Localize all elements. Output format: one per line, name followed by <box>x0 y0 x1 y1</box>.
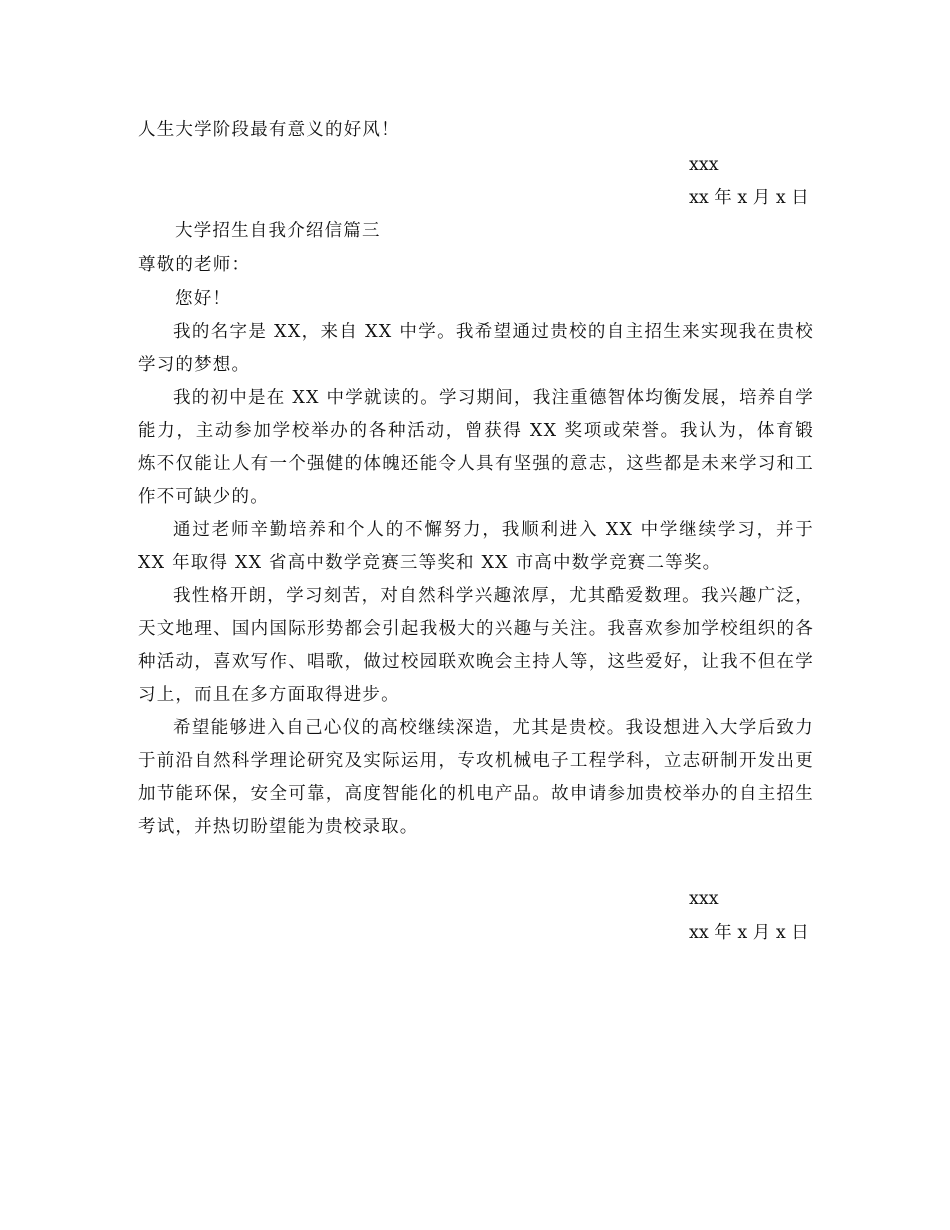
signature-name-1: xxx <box>689 155 719 175</box>
continuation-line: 人生大学阶段最有意义的好风！ <box>138 120 400 140</box>
signature-name-2: xxx <box>689 889 719 909</box>
section-title: 大学招生自我介绍信篇三 <box>175 221 381 241</box>
body-paragraph: 希望能够进入自己心仪的高校继续深造，尤其是贵校。我设想进入大学后致力于前沿自然科学理论研究及实际运用，专攻机械电子工程学科，立志研制开发出更加节能环保，安全可靠，高度智能化的机电产品。故申请参加贵校举办的自主招生考试，并热切盼望能为贵校录取。 <box>138 718 814 837</box>
body-paragraph: 通过老师辛勤培养和个人的不懈努力，我顺利进入 XX 中学继续学习，并于 XX 年取得 XX 省高中数学竞赛三等奖和 XX 市高中数学竞赛二等奖。 <box>138 520 814 573</box>
signature-date-2: xx 年 x 月 x 日 <box>689 923 809 943</box>
letter-body <box>138 316 814 844</box>
signature-date-1: xx 年 x 月 x 日 <box>689 188 809 208</box>
body-paragraph: 我的名字是 XX，来自 XX 中学。我希望通过贵校的自主招生来实现我在贵校学习的梦想。 <box>138 322 814 375</box>
greeting: 您好！ <box>175 289 232 309</box>
body-paragraph: 我性格开朗，学习刻苦，对自然科学兴趣浓厚，尤其酷爱数理。我兴趣广泛，天文地理、国内国际形势都会引起我极大的兴趣与关注。我喜欢参加学校组织的各种活动，喜欢写作、唱歌，做过校园联欢晚会主持人等，这些爱好，让我不但在学习上，而且在多方面取得进步。 <box>138 586 814 705</box>
body-paragraph: 我的初中是在 XX 中学就读的。学习期间，我注重德智体均衡发展，培养自学能力，主动参加学校举办的各种活动，曾获得 XX 奖项或荣誉。我认为，体育锻炼不仅能让人有一个强健的体魄还能令人具有坚强的意志，这些都是未来学习和工作不可缺少的。 <box>138 388 814 507</box>
salutation: 尊敬的老师： <box>138 255 251 275</box>
